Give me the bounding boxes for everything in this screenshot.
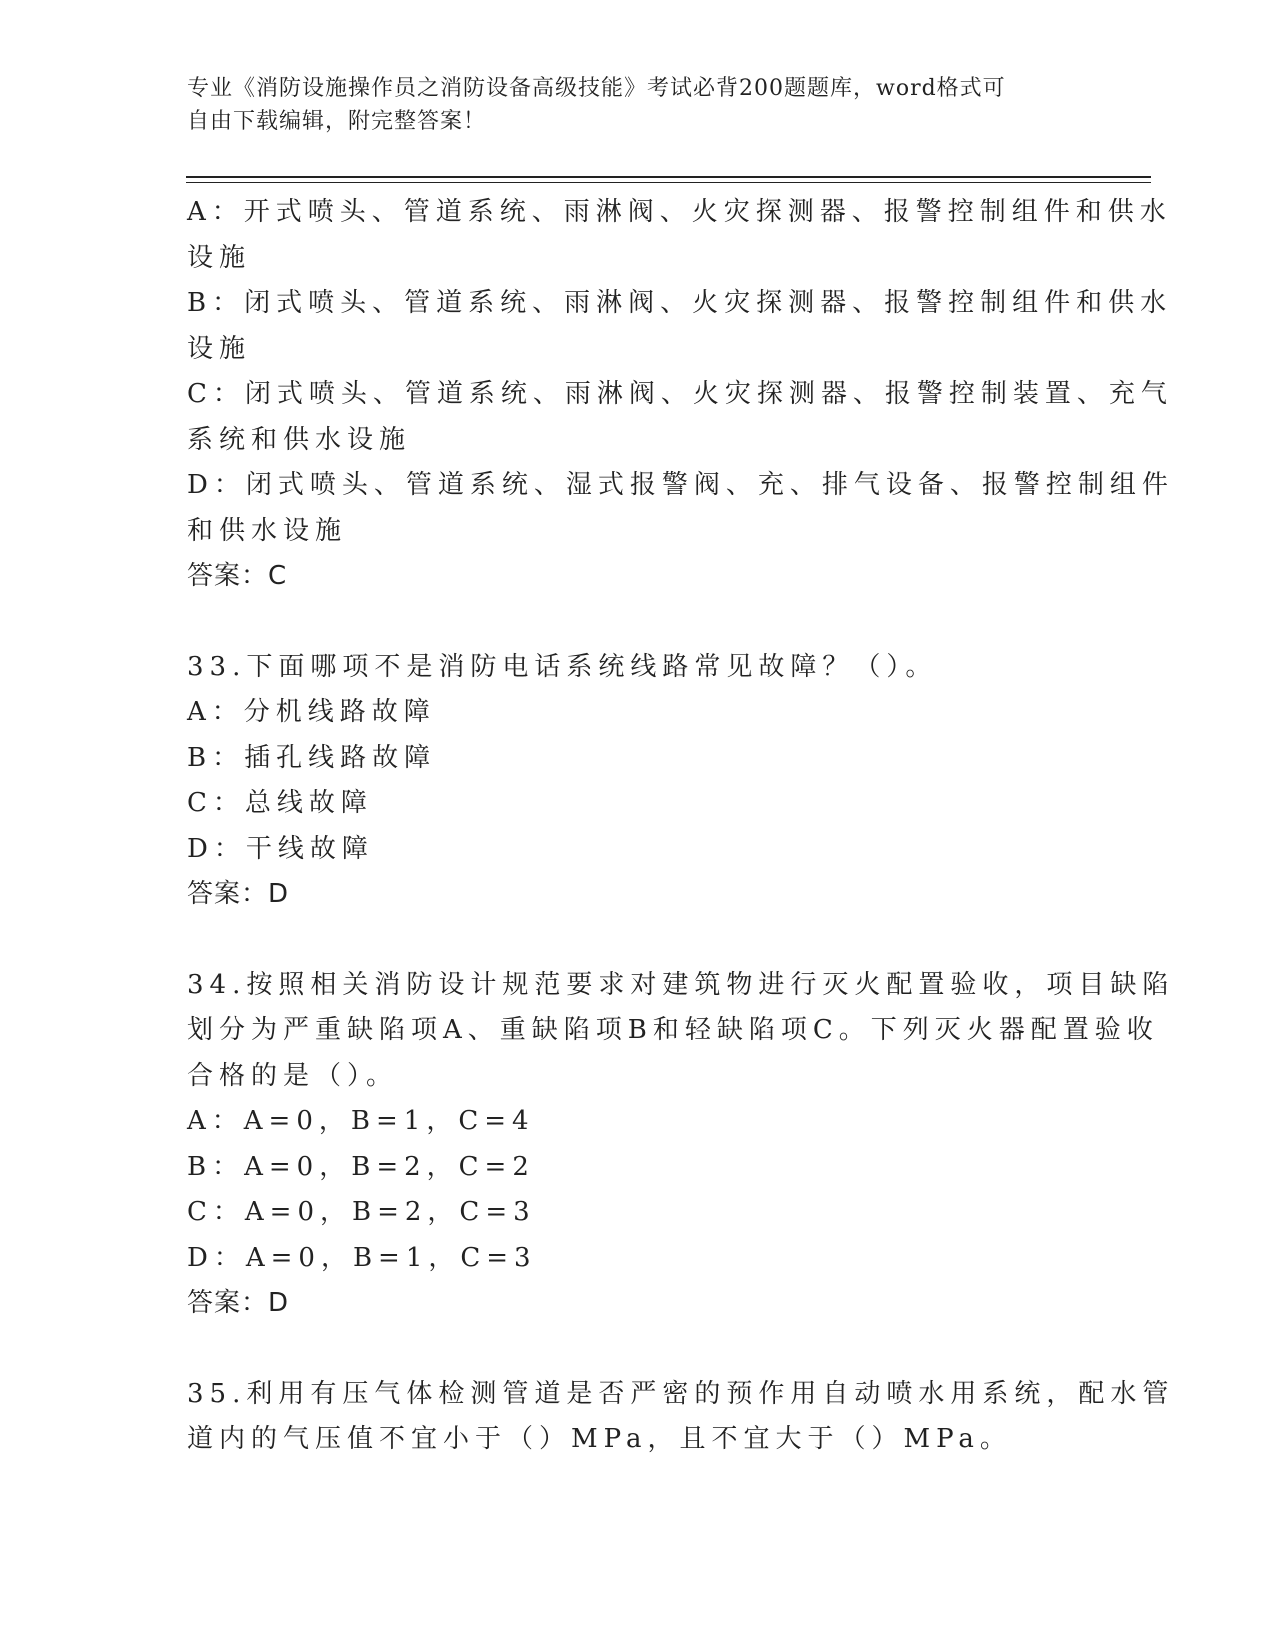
question-35 bbox=[187, 1372, 1175, 1463]
q34-stem-line-1: 34.按照相关消防设计规范要求对建筑物进行灭火配置验收，项目缺陷 bbox=[187, 969, 1175, 1000]
header-line-2: 自由下载编辑，附完整答案！ bbox=[187, 109, 487, 134]
q33-answer: 答案：D bbox=[187, 879, 290, 909]
header-line-1: 专业《消防设施操作员之消防设备高级技能》考试必背200题题库，word格式可 bbox=[187, 76, 1006, 101]
header-divider-thin bbox=[186, 182, 1151, 183]
q33-option-d: D：干线故障 bbox=[187, 833, 374, 864]
header-divider-thick bbox=[186, 176, 1151, 178]
question-34 bbox=[187, 963, 1175, 1327]
document-header bbox=[187, 72, 1067, 138]
q33-option-a: A：分机线路故障 bbox=[187, 697, 436, 727]
q32-option-a-line-1: A：开式喷头、管道系统、雨淋阀、火灾探测器、报警控制组件和供水 bbox=[187, 197, 1172, 227]
q32-option-c-line-2: 系统和供水设施 bbox=[187, 424, 412, 455]
q33-option-c: C：总线故障 bbox=[187, 788, 373, 818]
question-spacer bbox=[187, 600, 1067, 645]
q35-stem-line-1: 35.利用有压气体检测管道是否严密的预作用自动喷水用系统，配水管 bbox=[187, 1378, 1175, 1409]
q34-option-c: C：A=0，B=2，C=3 bbox=[187, 1197, 536, 1227]
q34-option-d: D：A=0，B=1，C=3 bbox=[187, 1242, 537, 1273]
q32-option-b-line-1: B：闭式喷头、管道系统、雨淋阀、火灾探测器、报警控制组件和供水 bbox=[187, 288, 1173, 318]
q33-stem: 33.下面哪项不是消防电话系统线路常见故障？（）。 bbox=[187, 651, 938, 682]
q32-option-c-line-1: C：闭式喷头、管道系统、雨淋阀、火灾探测器、报警控制装置、充气 bbox=[187, 379, 1173, 409]
q32-answer: 答案：C bbox=[187, 561, 288, 591]
q34-answer: 答案：D bbox=[187, 1288, 290, 1318]
q35-stem-line-2: 道内的气压值不宜小于（）MPa，且不宜大于（）MPa。 bbox=[187, 1424, 1012, 1454]
q34-option-a: A：A=0，B=1，C=4 bbox=[187, 1106, 535, 1136]
q34-stem-line-2: 划分为严重缺陷项A、重缺陷项B和轻缺陷项C。下列灭火器配置验收 bbox=[187, 1015, 1159, 1045]
q32-option-d-line-2: 和供水设施 bbox=[187, 515, 348, 546]
q32-option-a-line-2: 设施 bbox=[187, 242, 252, 273]
question-spacer bbox=[187, 918, 1067, 963]
question-spacer bbox=[187, 1327, 1067, 1372]
question-33 bbox=[187, 645, 1067, 918]
question-content bbox=[187, 190, 1175, 1463]
q34-stem-line-3: 合格的是（）。 bbox=[187, 1060, 399, 1091]
q33-option-b: B：插孔线路故障 bbox=[187, 742, 437, 773]
q32-option-d-line-1: D：闭式喷头、管道系统、湿式报警阀、充、排气设备、报警控制组件 bbox=[187, 470, 1174, 500]
question-32-options bbox=[187, 190, 1174, 600]
q34-option-b: B：A=0，B=2，C=2 bbox=[187, 1151, 535, 1182]
q32-option-b-line-2: 设施 bbox=[187, 333, 252, 364]
